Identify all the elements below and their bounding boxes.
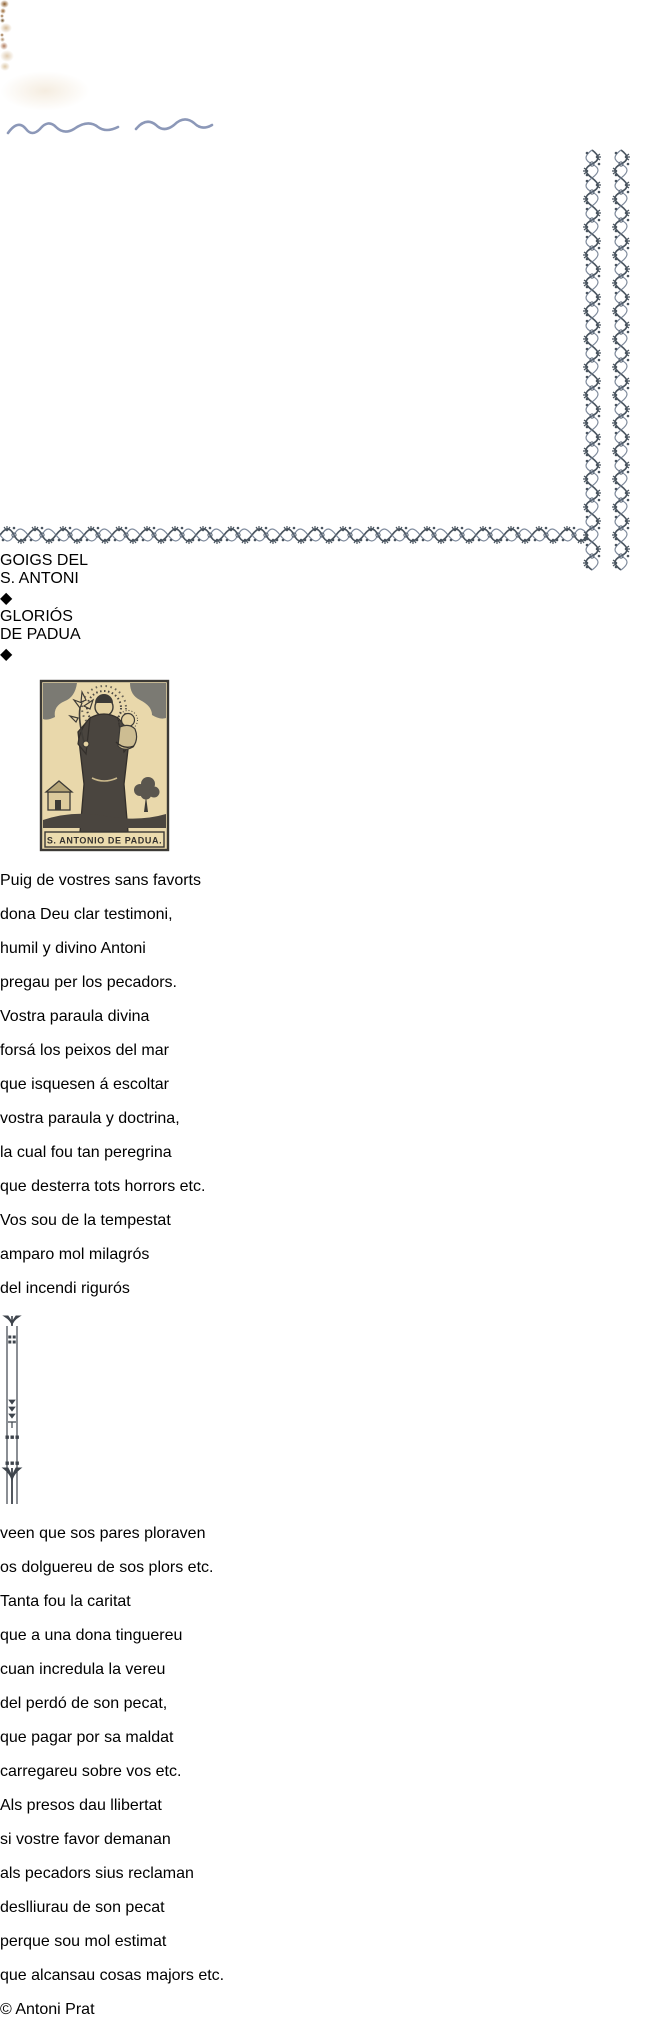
diamond-ornament (0, 644, 650, 664)
verse-line: cuan incredula la vereu (0, 1661, 166, 1678)
decorative-border-right (609, 150, 633, 547)
verse-line: del perdó de son pecat, (0, 1695, 168, 1712)
decorative-border-top (0, 522, 576, 547)
stanza (0, 1008, 650, 1196)
stain (0, 62, 10, 71)
verse-text-area (0, 872, 650, 1985)
woodcut-caption: S. ANTONIO DE PADUA. (46, 835, 163, 846)
verse-line: Vostra paraula divina (0, 1008, 150, 1025)
diamond-icon: ◆ (0, 646, 13, 663)
verse-line: si vostre favor demanan (0, 1831, 171, 1848)
verse-line: Tanta fou la caritat (0, 1593, 131, 1610)
diamond-icon: ◆ (0, 590, 13, 607)
verse-line: humil y divino Antoni (0, 940, 146, 957)
verse-line: que a una dona tinguereu (0, 1627, 183, 1644)
title-s-antoni: S. ANTONI (0, 570, 79, 587)
stanza (0, 1797, 650, 1985)
verse-line: forsá los peixos del mar (0, 1042, 169, 1059)
stain (0, 23, 12, 33)
verse-line: que desterra tots horrors etc. (0, 1178, 206, 1195)
verse-line: Als presos dau llibertat (0, 1797, 162, 1814)
verse-line: Vos sou de la tempestat (0, 1212, 171, 1229)
stanza (0, 1525, 650, 1577)
verse-line: que pagar por sa maldat (0, 1729, 174, 1746)
verse-line: os dolguereu de sos plors etc. (0, 1559, 214, 1576)
verse-line: que isquesen á escoltar (0, 1076, 169, 1093)
verse-line: que alcansau cosas majors etc. (0, 1967, 225, 1984)
stain (0, 0, 9, 8)
diamond-ornament (0, 588, 650, 608)
verse-line: pregau per los pecadors. (0, 974, 177, 991)
stanza (0, 872, 650, 992)
verse-line: Puig de vostres sans favorts (0, 872, 201, 889)
verse-column-left (0, 872, 650, 1298)
title-block-right (0, 608, 650, 664)
title-goigs-del: GOIGS DEL (0, 552, 89, 569)
stanza (0, 1212, 650, 1298)
decorative-border-left (580, 150, 604, 547)
verse-line: perque sou mol estimat (0, 1933, 167, 1950)
title-glorios: GLORIÓS (0, 608, 73, 625)
stain (0, 71, 90, 111)
verse-line: carregareu sobre vos etc. (0, 1763, 182, 1780)
title-block-left (0, 552, 650, 608)
verse-column-right (0, 1525, 650, 1985)
verse-line: amparo mol milagrós (0, 1246, 150, 1263)
column-divider-ornament (0, 1314, 24, 1504)
verse-line: als pecadors sius reclaman (0, 1865, 194, 1882)
woodcut-image (40, 680, 169, 851)
watermark-credit: © Antoni Prat (0, 2001, 95, 2018)
caption-plate (45, 832, 164, 847)
stanza (0, 1593, 650, 1781)
title-de-padua: DE PADUA (0, 626, 81, 643)
verse-line: la cual fou tan peregrina (0, 1144, 172, 1161)
show-through-handwriting (0, 111, 300, 145)
stain (0, 42, 8, 50)
verse-line: veen que sos pares ploraven (0, 1525, 206, 1542)
verse-line: deslliurau de son pecat (0, 1899, 165, 1916)
saint-anthony-woodcut (40, 680, 610, 856)
stain (0, 50, 14, 62)
verse-line: dona Deu clar testimoni, (0, 906, 173, 923)
verse-line: del incendi rigurós (0, 1280, 130, 1297)
verse-line: vostra paraula y doctrina, (0, 1110, 180, 1127)
